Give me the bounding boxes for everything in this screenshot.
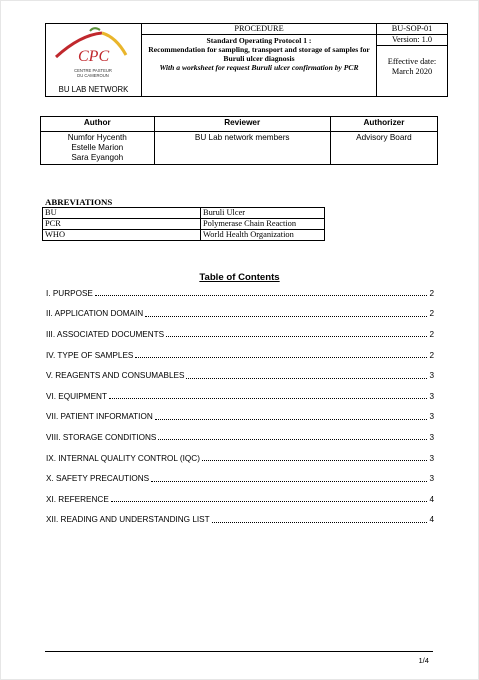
procedure-cell [142, 24, 377, 96]
toc-entry[interactable] [46, 345, 434, 366]
toc-entry[interactable] [46, 489, 434, 510]
effective-date-block [377, 46, 447, 77]
abbreviation-meaning: Polymerase Chain Reaction [201, 219, 325, 230]
toc-label: II. APPLICATION DOMAIN [46, 309, 144, 319]
procedure-label: PROCEDURE [142, 24, 376, 35]
toc-page: 4 [429, 515, 434, 525]
sop-title: Standard Operating Protocol 1 : [206, 36, 312, 45]
cpc-logo [50, 27, 136, 77]
toc-leader [145, 316, 427, 317]
table-of-contents [46, 283, 434, 530]
toc-label: XII. READING AND UNDERSTANDING LIST [46, 515, 210, 525]
toc-leader [186, 378, 427, 379]
toc-leader [212, 522, 428, 523]
toc-page: 3 [429, 453, 434, 463]
toc-label: I. PURPOSE [46, 288, 93, 298]
author-name: Sara Eyangoh [71, 153, 124, 162]
page-number: 1/4 [418, 656, 429, 665]
toc-page: 2 [429, 350, 434, 360]
toc-entry[interactable] [46, 468, 434, 489]
toc-page: 3 [429, 371, 434, 381]
reviewer-header: Reviewer [154, 117, 330, 132]
footer-divider [45, 651, 433, 652]
network-name: BU LAB NETWORK [58, 85, 129, 94]
toc-page: 2 [429, 288, 434, 298]
abbreviation: BU [43, 208, 201, 219]
toc-page: 3 [429, 432, 434, 442]
toc-entry[interactable] [46, 386, 434, 407]
doc-version: Version: 1.0 [377, 35, 447, 46]
toc-label: III. ASSOCIATED DOCUMENTS [46, 329, 165, 339]
effective-date: March 2020 [391, 67, 433, 76]
authors-cell [41, 132, 155, 165]
sop-subtitle: Recommendation for sampling, transport and storage of samples for Buruli ulcer diagnosis [148, 45, 370, 63]
toc-label: XI. REFERENCE [46, 494, 109, 504]
toc-label: X. SAFETY PRECAUTIONS [46, 474, 150, 484]
effective-label: Effective date: [387, 57, 437, 66]
abbreviation-meaning: World Health Organization [201, 230, 325, 241]
abbreviation: PCR [43, 219, 201, 230]
abbreviation-row [43, 208, 325, 219]
toc-page: 4 [429, 494, 434, 504]
logo-subtitle: CENTRE PASTEUR [74, 68, 112, 73]
abbreviations-table [42, 207, 325, 241]
toc-leader [158, 439, 427, 440]
toc-entry[interactable] [46, 407, 434, 428]
toc-entry[interactable] [46, 304, 434, 325]
sop-title-block [142, 35, 376, 72]
authorizer-header: Authorizer [330, 117, 437, 132]
toc-entry[interactable] [46, 427, 434, 448]
toc-label: VII. PATIENT INFORMATION [46, 412, 153, 422]
toc-label: VI. EQUIPMENT [46, 391, 107, 401]
abbreviation: WHO [43, 230, 201, 241]
abbreviation-row [43, 230, 325, 241]
logo-subtitle-2: DU CAMEROUN [77, 73, 109, 77]
toc-entry[interactable] [46, 365, 434, 386]
toc-entry[interactable] [46, 448, 434, 469]
toc-leader [151, 481, 427, 482]
doc-id: BU-SOP-01 [377, 24, 447, 35]
authorizer-cell: Advisory Board [330, 132, 437, 165]
toc-label: IV. TYPE OF SAMPLES [46, 350, 134, 360]
sop-worksheet: With a worksheet for request Buruli ulcer confirmation by PCR [159, 63, 359, 72]
toc-page: 3 [429, 412, 434, 422]
toc-page: 3 [429, 391, 434, 401]
toc-leader [135, 357, 427, 358]
toc-entry[interactable] [46, 510, 434, 531]
author-name: Numfor Hycenth [67, 133, 127, 142]
toc-leader [166, 336, 427, 337]
author-header: Author [41, 117, 155, 132]
toc-label: VIII. STORAGE CONDITIONS [46, 432, 157, 442]
logo-text: CPC [78, 48, 110, 65]
abbreviation-row [43, 219, 325, 230]
toc-leader [111, 501, 428, 502]
toc-leader [202, 460, 428, 461]
toc-page: 3 [429, 474, 434, 484]
toc-title: Table of Contents [199, 272, 280, 283]
toc-page: 2 [429, 329, 434, 339]
toc-entry[interactable] [46, 283, 434, 304]
logo-cell [46, 24, 142, 96]
toc-label: V. REAGENTS AND CONSUMABLES [46, 371, 185, 381]
document-header [45, 23, 448, 97]
abbreviation-meaning: Buruli Ulcer [201, 208, 325, 219]
reviewer-cell: BU Lab network members [154, 132, 330, 165]
toc-label: IX. INTERNAL QUALITY CONTROL (IQC) [46, 453, 200, 463]
authors-table [40, 116, 438, 165]
toc-entry[interactable] [46, 324, 434, 345]
toc-leader [109, 398, 427, 399]
toc-leader [95, 295, 428, 296]
doc-info-cell [377, 24, 447, 96]
toc-leader [155, 419, 428, 420]
author-name: Estelle Marion [71, 143, 124, 152]
abbreviations-title: ABREVIATIONS [45, 197, 113, 207]
toc-page: 2 [429, 309, 434, 319]
